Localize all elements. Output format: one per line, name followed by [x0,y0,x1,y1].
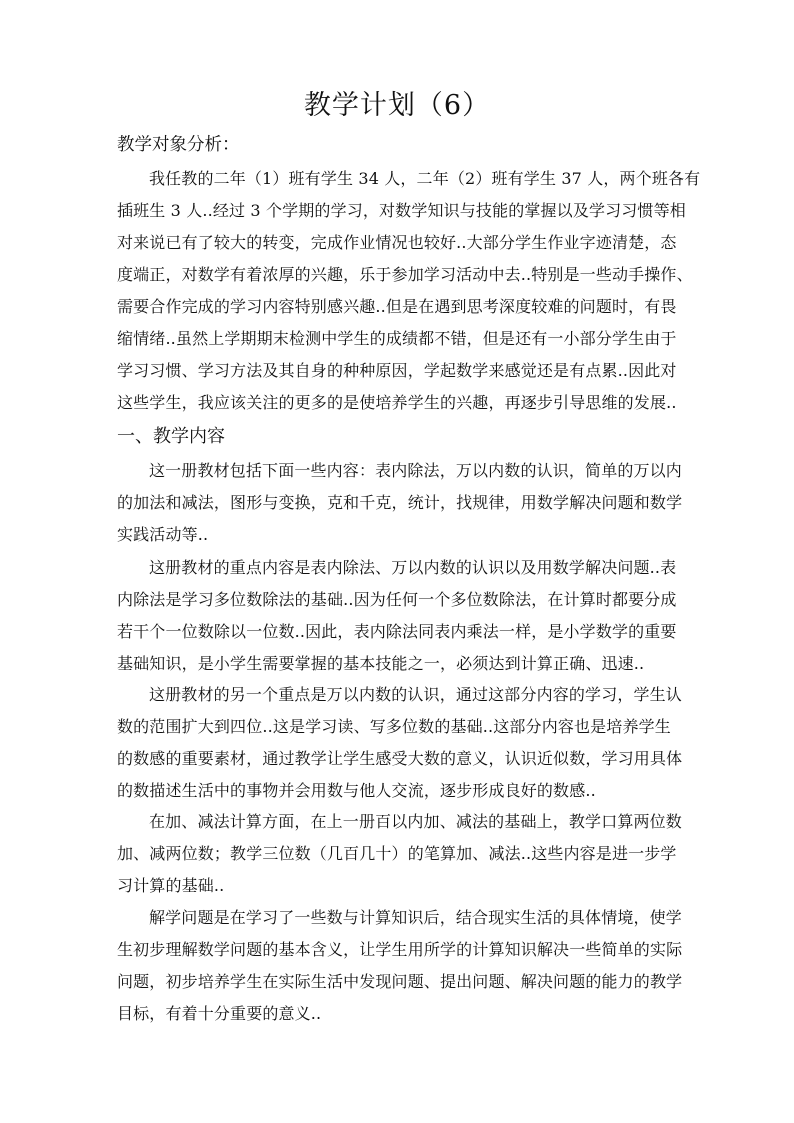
paragraph-key-content [117,552,682,680]
text-line: 的数感的重要素材，通过教学让学生感受大数的意义，认识近似数，学习用具体 [117,749,683,768]
paragraph-problem-solving [117,902,682,1030]
text-line: 这些学生，我应该关注的更多的是使培养学生的兴趣，再逐步引导思维的发展.. [117,393,677,412]
text-line: 的加法和减法，图形与变换，克和千克，统计，找规律，用数学解决问题和数学 [117,493,683,512]
page-title: 教学计划（6） [303,90,491,121]
text-line: 缩情绪..虽然上学期期末检测中学生的成绩都不错，但是还有一小部分学生由于 [117,329,677,348]
text-line: 目标，有着十分重要的意义.. [117,1004,322,1023]
text-line: 基础知识，是小学生需要掌握的基本技能之一，必须达到计算正确、迅速.. [117,654,645,673]
text-line: 这册教材的重点内容是表内除法、万以内数的认识以及用数学解决问题..表 [149,558,677,577]
text-line: 这一册教材包括下面一些内容：表内除法，万以内数的认识，简单的万以内 [149,461,682,480]
paragraph-addition-subtraction [117,806,682,902]
text-line: 这册教材的另一个重点是万以内数的认识，通过这部分内容的学习，学生认 [149,685,682,704]
paragraph-student-analysis [117,163,701,419]
text-line: 加、减两位数；教学三位数（几百几十）的笔算加、减法..这些内容是进一步学 [117,844,677,863]
text-line: 在加、减法计算方面，在上一册百以内加、减法的基础上，教学口算两位数 [149,812,682,831]
text-line: 若干个一位数除以一位数..因此，表内除法同表内乘法一样，是小学数学的重要 [117,622,677,641]
text-line: 内除法是学习多位数除法的基础..因为任何一个多位数除法，在计算时都要分成 [117,590,677,609]
text-line: 解学问题是在学习了一些数与计算知识后，结合现实生活的具体情境，使学 [149,908,682,927]
paragraph-number-recognition [117,679,682,807]
text-line: 我任教的二年（1）班有学生 34 人，二年（2）班有学生 37 人，两个班各有 [149,169,701,188]
text-line: 生初步理解数学问题的基本含义，让学生用所学的计算知识解决一些简单的实际 [117,940,683,959]
text-line: 的数描述生活中的事物并会用数与他人交流，逐步形成良好的数感.. [117,781,596,800]
section-heading-content: 一、教学内容 [117,426,225,447]
text-line: 对来说已有了较大的转变，完成作业情况也较好..大部分学生作业字迹清楚，态 [117,233,677,252]
paragraph-textbook-contents [117,455,682,551]
text-line: 插班生 3 人..经过 3 个学期的学习，对数学知识与技能的掌握以及学习习惯等相 [117,201,686,220]
text-line: 实践活动等.. [117,525,209,544]
text-line: 学习习惯、学习方法及其自身的种种原因，学起数学来感觉还是有点累..因此对 [117,361,677,380]
text-line: 数的范围扩大到四位..这是学习读、写多位数的基础..这部分内容也是培养学生 [117,717,671,736]
text-line: 习计算的基础.. [117,876,225,895]
text-line: 度端正，对数学有着浓厚的兴趣，乐于参加学习活动中去..特别是一些动手操作、 [117,265,693,284]
text-line: 问题，初步培养学生在实际生活中发现问题、提出问题、解决问题的能力的教学 [117,972,683,991]
text-line: 需要合作完成的学习内容特别感兴趣..但是在遇到思考深度较难的问题时，有畏 [117,297,677,316]
section-heading-analysis: 教学对象分析： [117,135,240,155]
